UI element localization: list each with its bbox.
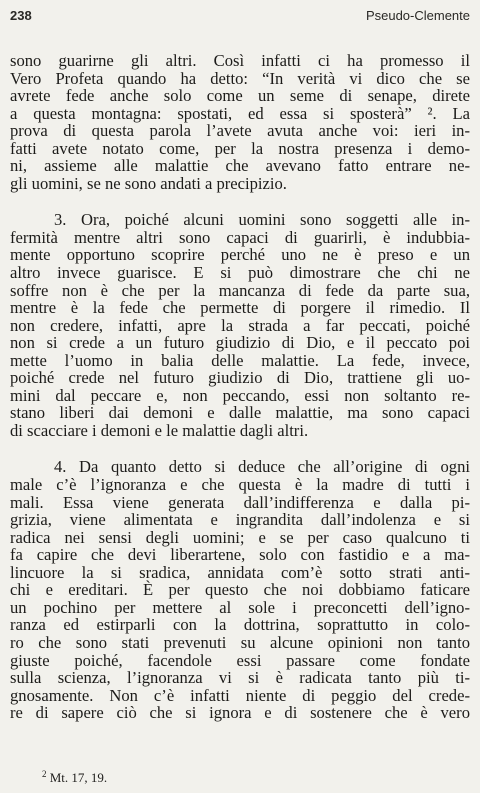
text-line: prova di questa parola l’avete avuta anche voi: ieri in- [10, 121, 470, 141]
text-line: sulla scienza, l’ignoranza vi si è radicata tanto più ti- [10, 668, 470, 688]
text-line: mette l’uomo in balia delle malattie. La fede, invece, [10, 350, 470, 370]
text-line: fatti avete notato come, per la nostra presenza i demo- [10, 138, 470, 158]
page-number: 238 [10, 8, 32, 23]
text-line: giuste poiché, facendole essi passare come fondate [10, 650, 470, 670]
text-line: poiché crede nel futuro giudizio di Dio, trattiene gli uo- [10, 368, 470, 388]
body-text [10, 52, 470, 741]
text-line: ni, assieme alle malattie che avevano fatto entrare ne- [10, 156, 470, 176]
text-line: non si crede a un futuro giudizio di Dio, e il peccato poi [10, 333, 470, 353]
paragraph-section-4 [10, 458, 470, 721]
text-line: ro che sono stati prevenuti su alcune opinioni non tanto [10, 632, 470, 652]
text-line: Vero Profeta quando ha detto: “In verità vi dico che se [10, 68, 470, 88]
text-line: mente opportuno scoprire perché uno ne è preso e un [10, 245, 470, 265]
running-title: Pseudo-Clemente [365, 8, 470, 23]
footnote [42, 766, 107, 786]
text-line: di scacciare i demoni e le malattie dagli altri. [10, 420, 309, 440]
text-line: mentre è la fede che permette di porgere il rimedio. Il [10, 298, 470, 318]
text-line: chi e ereditari. È per questo che noi dobbiamo faticare [10, 580, 470, 600]
text-line: fermità mentre altri sono capaci di guarirli, è indubbia- [10, 227, 470, 247]
text-line: 4. Da quanto detto si deduce che all’origine di ogni [54, 457, 470, 477]
footnote-marker: 2 [42, 769, 47, 779]
paragraph-section-3 [10, 211, 470, 439]
text-line: male c’è l’ignoranza e che questa è la madre di tutti i [10, 475, 470, 495]
text-line: gnosamente. Non c’è infatti niente di peggio del crede- [10, 685, 470, 705]
text-line: mini dal peccare e, non peccando, essi non soltanto re- [10, 385, 470, 405]
text-line: stano liberi dai demoni e dalle malattie, ma sono capaci [10, 403, 470, 423]
text-line: gli uomini, se ne sono andati a precipizio. [10, 173, 287, 193]
text-line: re di sapere ciò che si ignora e di sostenere che è vero [10, 703, 470, 723]
text-line: un pochino per mettere al sole i preconcetti dell’igno- [10, 597, 470, 617]
text-line: lincuore la si sradica, annidata com’è sotto strati anti- [10, 562, 470, 582]
text-line: fa capire che devi liberartene, solo con fastidio e a ma- [10, 545, 470, 565]
text-line: grizia, viene alimentata e ingrandita dall’indolenza e si [10, 510, 470, 530]
text-line: altro invece guarisce. E si può dimostrare che chi ne [10, 263, 470, 283]
running-header [10, 4, 470, 24]
text-line: 3. Ora, poiché alcuni uomini sono soggetti alle in- [54, 210, 470, 230]
paragraph-continuation [10, 52, 470, 192]
text-line: avrete fede anche solo come un seme di senape, direte [10, 86, 470, 106]
footnote-text: Mt. 17, 19. [49, 770, 108, 785]
text-line: ranza ed estirparli con la dottrina, soprattutto in colo- [10, 615, 470, 635]
text-line: a questa montagna: spostati, ed essa si sposterà” ². La [10, 103, 470, 123]
text-line: non credere, infatti, apre la strada a far peccati, poiché [10, 315, 470, 335]
text-line: soffre non è che per la mancanza di fede da parte sua, [10, 280, 470, 300]
text-line: sono guarirne gli altri. Così infatti ci ha promesso il [10, 51, 470, 70]
text-line: radica nei sensi degli uomini; e se per caso qualcuno ti [10, 527, 470, 547]
text-line: mali. Essa viene generata dall’indifferenza e dalla pi- [10, 492, 470, 512]
